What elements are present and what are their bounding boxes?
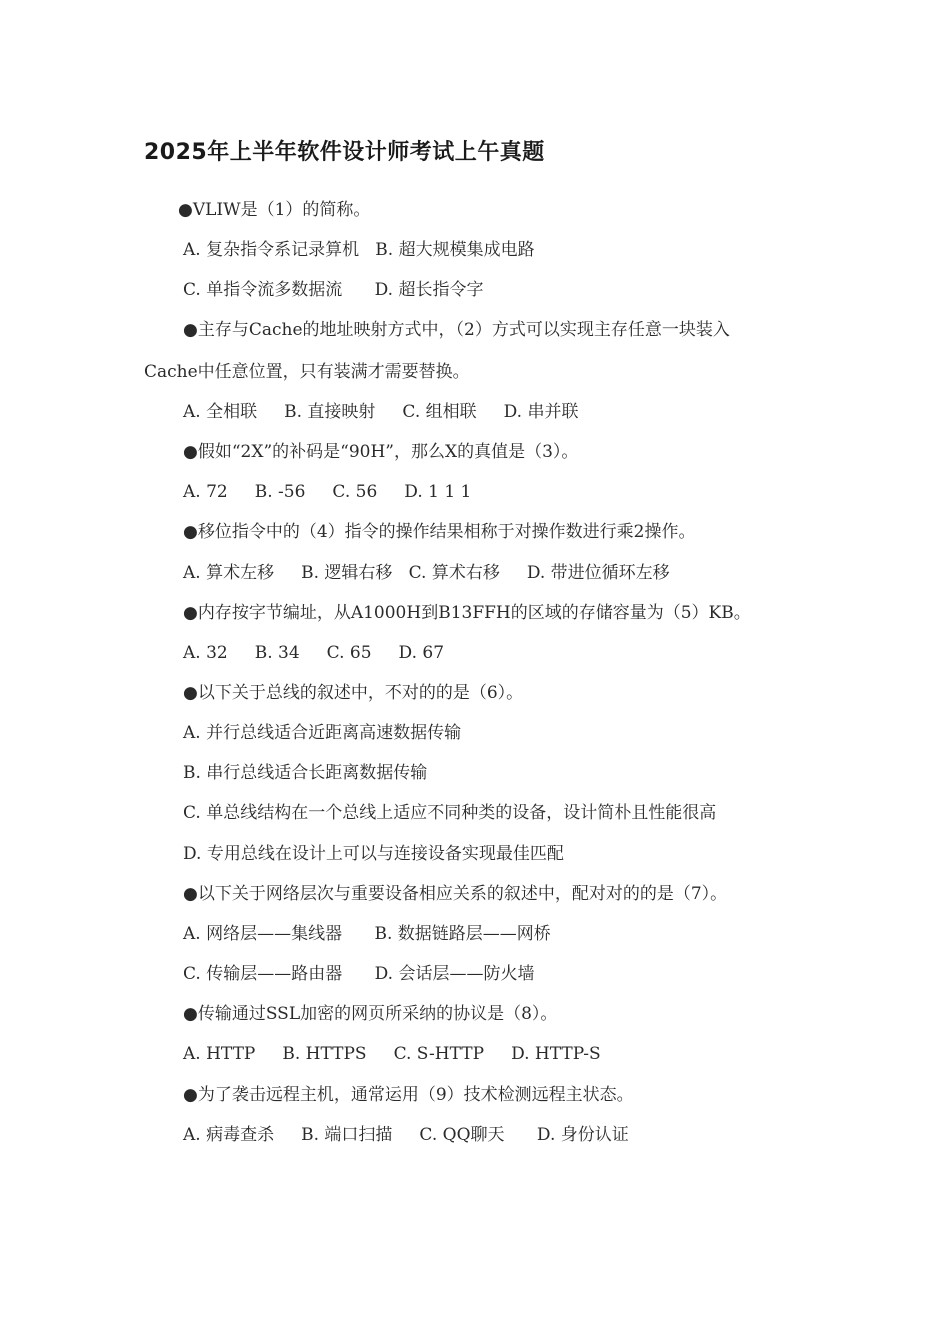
question-3: ●假如“2X”的补码是“90H”，那么X的真值是（3）。	[183, 442, 579, 462]
question-8-options: A. HTTP B. HTTPS C. S-HTTP D. HTTP-S	[183, 1044, 601, 1064]
question-6-option-c: C. 单总线结构在一个总线上适应不同种类的设备，设计简朴且性能很高	[183, 803, 717, 823]
question-1-options-ab: A. 复杂指令系记录算机 B. 超大规模集成电路	[183, 240, 535, 260]
question-2-options: A. 全相联 B. 直接映射 C. 组相联 D. 串并联	[183, 402, 579, 422]
question-1-options-cd: C. 单指令流多数据流 D. 超长指令字	[183, 280, 484, 300]
question-4: ●移位指令中的（4）指令的操作结果相称于对操作数进行乘2操作。	[183, 522, 696, 542]
question-7-options-ab: A. 网络层——集线器 B. 数据链路层——网桥	[183, 924, 551, 944]
question-9: ●为了袭击远程主机，通常运用（9）技术检测远程主状态。	[183, 1085, 634, 1105]
question-7: ●以下关于网络层次与重要设备相应关系的叙述中，配对对的的是（7）。	[183, 884, 728, 904]
question-9-options: A. 病毒查杀 B. 端口扫描 C. QQ聊天 D. 身份认证	[183, 1125, 629, 1145]
question-4-options: A. 算术左移 B. 逻辑右移 C. 算术右移 D. 带进位循环左移	[183, 563, 670, 583]
question-5: ●内存按字节编址，从A1000H到B13FFH的区域的存储容量为（5）KB。	[183, 603, 751, 623]
question-6-option-d: D. 专用总线在设计上可以与连接设备实现最佳匹配	[183, 844, 564, 864]
question-7-options-cd: C. 传输层——路由器 D. 会话层——防火墙	[183, 964, 535, 984]
page-title: 2025年上半年软件设计师考试上午真题	[144, 140, 545, 165]
question-2: ●主存与Cache的地址映射方式中，（2）方式可以实现主存任意一块装入	[183, 320, 730, 340]
question-3-options: A. 72 B. -56 C. 56 D. 1 1 1	[183, 482, 472, 502]
question-6-option-b: B. 串行总线适合长距离数据传输	[183, 763, 428, 783]
question-5-options: A. 32 B. 34 C. 65 D. 67	[183, 643, 445, 663]
question-1: ●VLIW是（1）的简称。	[178, 200, 371, 220]
question-2-continued: Cache中任意位置，只有装满才需要替换。	[144, 362, 470, 382]
question-8: ●传输通过SSL加密的网页所采纳的协议是（8）。	[183, 1004, 558, 1024]
question-6: ●以下关于总线的叙述中，不对的的是（6）。	[183, 683, 524, 703]
question-6-option-a: A. 并行总线适合近距离高速数据传输	[183, 723, 462, 743]
